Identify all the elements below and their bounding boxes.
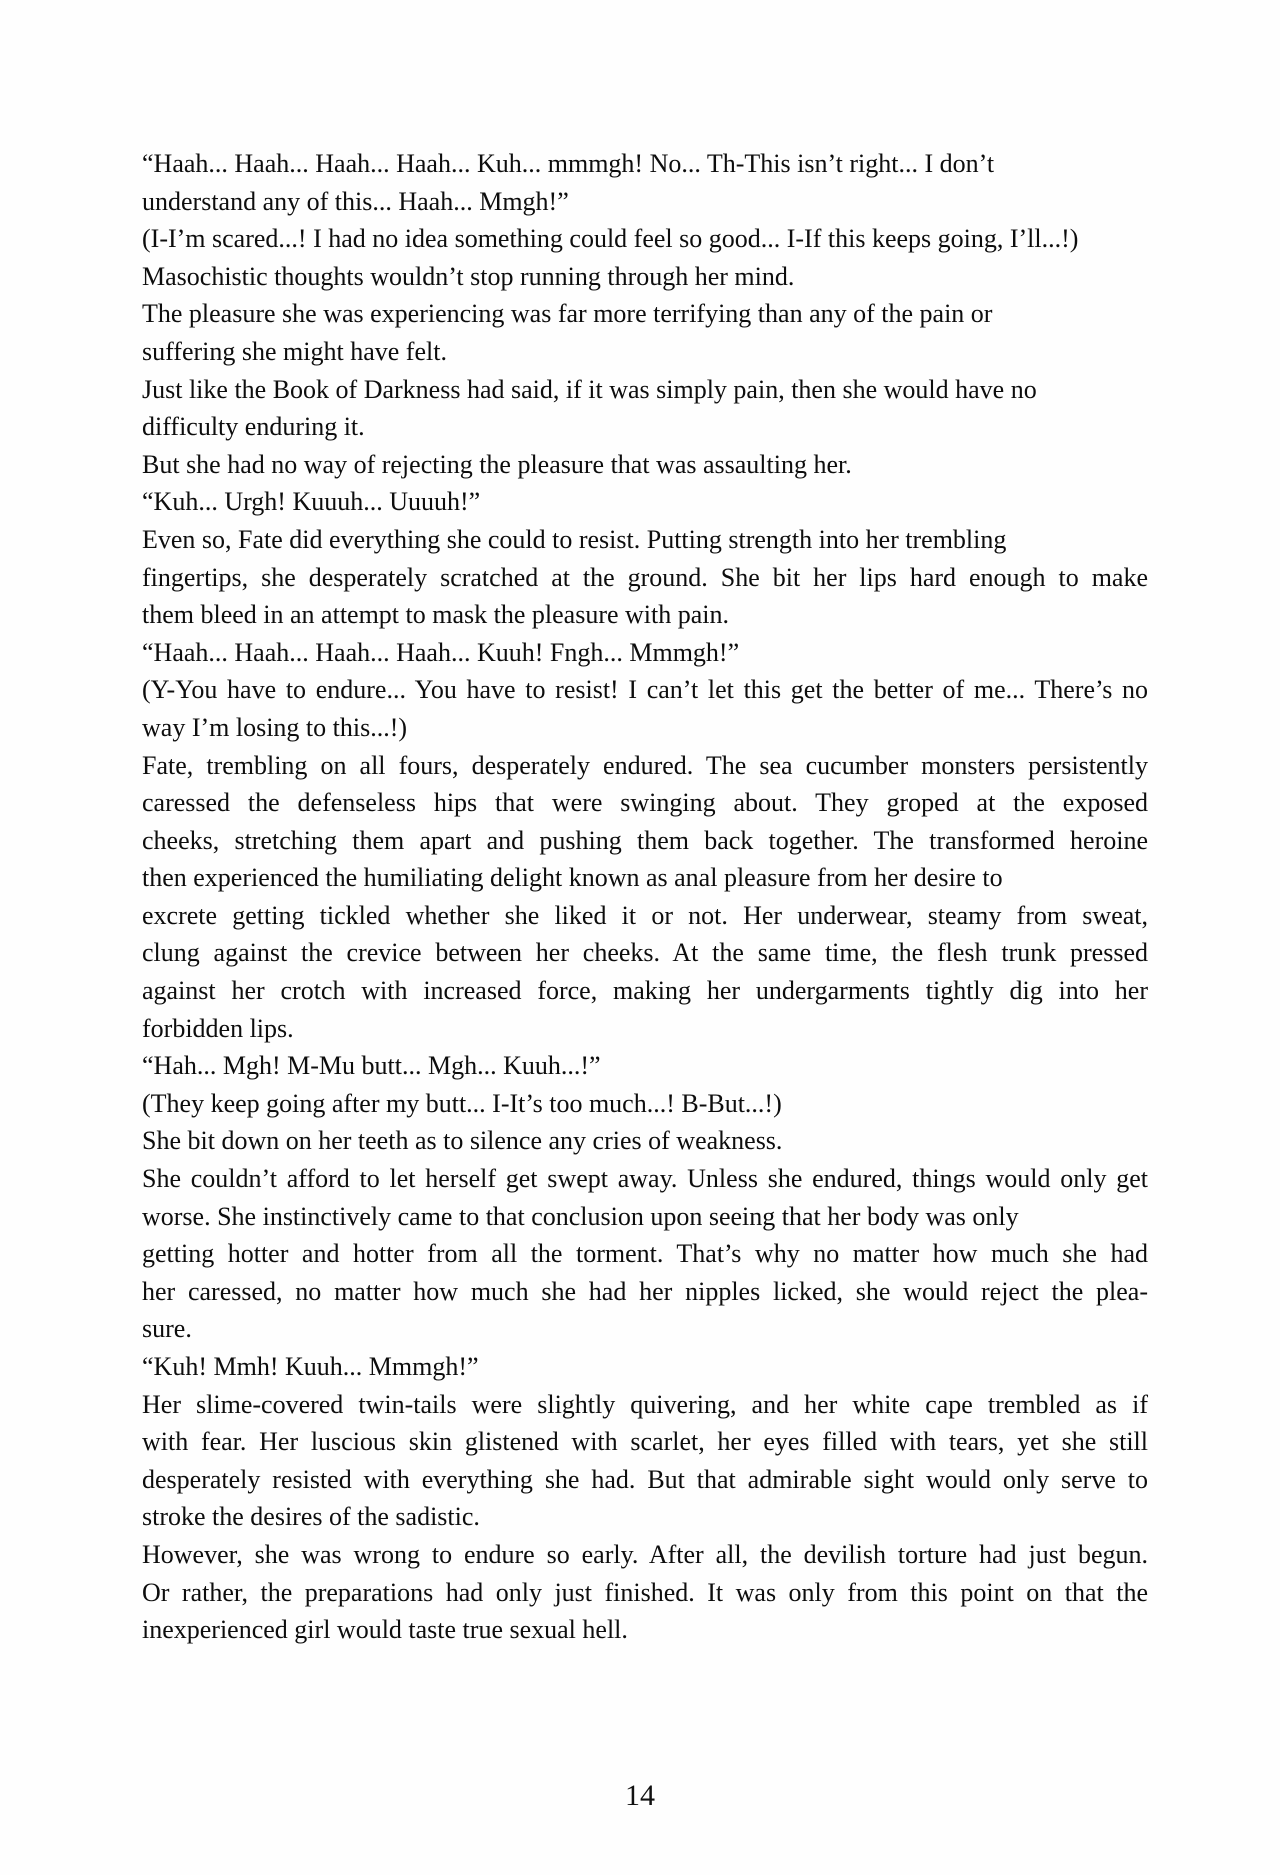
text-line: “Hah... Mgh! M-Mu butt... Mgh... Kuuh...!”: [142, 1051, 601, 1081]
paragraph: [142, 1085, 1148, 1123]
text-line: way I’m losing to this...!): [142, 712, 408, 742]
text-line: excrete getting tickled whether she liked it or not. Her underwear, steamy from sweat,: [142, 900, 1148, 930]
body-text: [142, 145, 1148, 1649]
paragraph: [142, 521, 1148, 634]
text-line: “Kuh! Mmh! Kuuh... Mmmgh!”: [142, 1352, 479, 1381]
text-line: However, she was wrong to endure so early. After all, the devilish torture had just begun.: [142, 1539, 1148, 1569]
text-line: (I-I’m scared...! I had no idea something could feel so good... I-If this keeps going, I’ll...!): [142, 224, 1079, 254]
text-line: Fate, trembling on all fours, desperately endured. The sea cucumber monsters persistently: [142, 750, 1148, 780]
text-line: with fear. Her luscious skin glistened with scarlet, her eyes filled with tears, yet she still: [142, 1427, 1148, 1457]
text-line: cheeks, stretching them apart and pushing them back together. The transformed heroine: [142, 825, 1148, 855]
paragraph: [142, 1386, 1148, 1536]
text-line: Her slime-covered twin-tails were slightly quivering, and her white cape trembled as if: [142, 1389, 1148, 1419]
paragraph: [142, 258, 1148, 296]
text-line: forbidden lips.: [142, 1013, 294, 1043]
text-line: difficulty enduring it.: [142, 412, 365, 442]
text-line: stroke the desires of the sadistic.: [142, 1502, 480, 1532]
text-line: She bit down on her teeth as to silence any cries of weakness.: [142, 1126, 783, 1156]
text-line: inexperienced girl would taste true sexual hell.: [142, 1615, 628, 1645]
paragraph: [142, 1536, 1148, 1649]
paragraph: [142, 295, 1148, 370]
paragraph: [142, 446, 1148, 484]
text-line: desperately resisted with everything she had. But that admirable sight would only serve to: [142, 1464, 1148, 1494]
text-line: her caressed, no matter how much she had her nipples licked, she would reject the plea-: [142, 1276, 1148, 1306]
text-line: Or rather, the preparations had only just finished. It was only from this point on that the: [142, 1577, 1148, 1607]
text-line: She couldn’t afford to let herself get swept away. Unless she endured, things would only get: [142, 1164, 1148, 1194]
text-line: clung against the crevice between her cheeks. At the same time, the flesh trunk pressed: [142, 938, 1148, 968]
paragraph: [142, 1348, 1148, 1386]
paragraph: [142, 371, 1148, 446]
page-number: 14: [625, 1779, 655, 1812]
text-line: against her crotch with increased force, making her undergarments tightly dig into her: [142, 976, 1148, 1006]
text-line: getting hotter and hotter from all the torment. That’s why no matter how much she had: [142, 1239, 1148, 1269]
text-line: fingertips, she desperately scratched at the ground. She bit her lips hard enough to make: [142, 562, 1148, 592]
text-line: But she had no way of rejecting the pleasure that was assaulting her.: [142, 449, 852, 479]
text-line: Just like the Book of Darkness had said, if it was simply pain, then she would have no: [142, 374, 1037, 404]
paragraph: [142, 483, 1148, 521]
paragraph: [142, 634, 1148, 672]
text-line: Even so, Fate did everything she could to resist. Putting strength into her trembling: [142, 524, 1007, 554]
text-line: caressed the defenseless hips that were swinging about. They groped at the exposed: [142, 788, 1148, 818]
text-line: then experienced the humiliating delight known as anal pleasure from her desire to: [142, 863, 1003, 893]
paragraph: [142, 747, 1148, 1048]
paragraph: [142, 1122, 1148, 1160]
text-line: (They keep going after my butt... I-It’s too much...! B-But...!): [142, 1088, 782, 1118]
text-line: them bleed in an attempt to mask the pleasure with pain.: [142, 600, 730, 630]
paragraph: [142, 1160, 1148, 1348]
paragraph: [142, 671, 1148, 746]
paragraph: [142, 145, 1148, 220]
text-line: sure.: [142, 1314, 192, 1344]
text-line: “Haah... Haah... Haah... Haah... Kuuh! Fngh... Mmmgh!”: [142, 637, 740, 667]
text-line: understand any of this... Haah... Mmgh!”: [142, 186, 569, 216]
text-line: The pleasure she was experiencing was far more terrifying than any of the pain or: [142, 299, 993, 329]
text-line: “Kuh... Urgh! Kuuuh... Uuuuh!”: [142, 487, 481, 517]
paragraph: [142, 1047, 1148, 1085]
text-line: Masochistic thoughts wouldn’t stop running through her mind.: [142, 261, 795, 291]
paragraph: [142, 220, 1148, 258]
text-line: “Haah... Haah... Haah... Haah... Kuh... mmmgh! No... Th-This isn’t right... I don’t: [142, 149, 995, 178]
text-line: (Y-You have to endure... You have to resist! I can’t let this get the better of me... There’s no: [142, 675, 1148, 705]
text-line: worse. She instinctively came to that conclusion upon seeing that her body was only: [142, 1201, 1019, 1231]
text-line: suffering she might have felt.: [142, 336, 447, 366]
